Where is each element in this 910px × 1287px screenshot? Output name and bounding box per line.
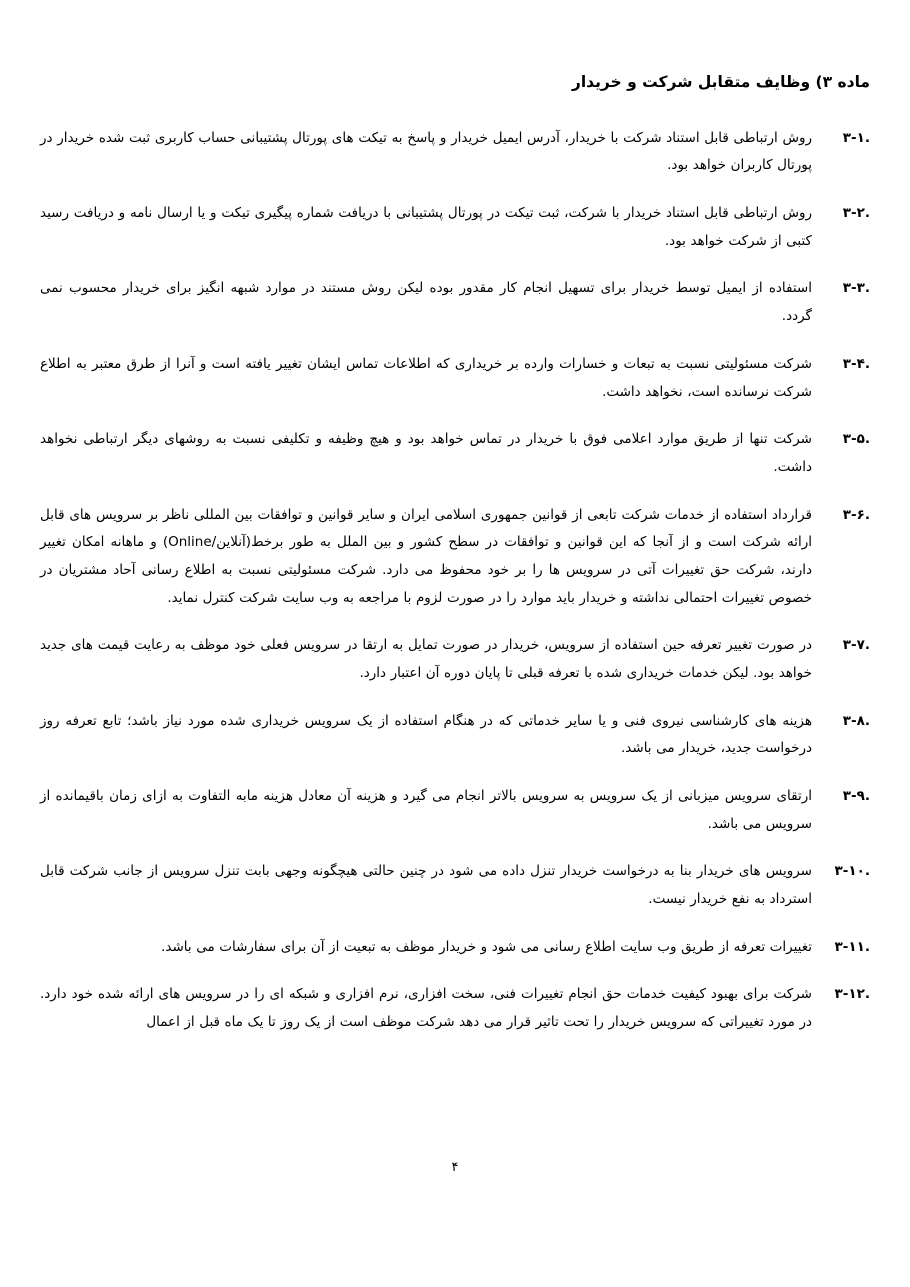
clause-text: شرکت مسئولیتی نسبت به تبعات و خسارات وارده بر خریداری که اطلاعات تماس ایشان تغییر یافته است و آنرا از طرق معتبر به اطلاع شرکت نرسانده است، نخواهد داشت.	[40, 355, 812, 400]
clause-text: استفاده از ایمیل توسط خریدار برای تسهیل انجام کار مقدور بوده لیکن روش مستند در موارد شبهه انگیز برای خریدار محسوب نمی گردد.	[40, 280, 812, 325]
clause-item	[40, 502, 870, 613]
clause-item	[40, 708, 870, 763]
clause-item	[40, 783, 870, 838]
clause-number: ۳-۶.	[842, 506, 870, 523]
clause-item	[40, 858, 870, 913]
clause-text: ارتقای سرویس میزبانی از یک سرویس به سرویس بالاتر انجام می گیرد و هزینه آن معادل هزینه مابه التفاوت به ازای زمان باقیمانده از سرویس می باشد.	[40, 787, 812, 832]
clause-item	[40, 981, 870, 1036]
clause-number: ۳-۱.	[842, 129, 870, 146]
clause-text: سرویس های خریدار بنا به درخواست خریدار تنزل داده می شود در چنین حالتی هیچگونه وجهی بابت تنزل سرویس از جانب شرکت قابل استرداد به نفع خریدار نیست.	[40, 863, 812, 907]
document-content	[40, 70, 870, 1057]
page-title: ماده ۳) وظایف متقابل شرکت و خریدار	[571, 73, 870, 91]
clause-text: قرارداد استفاده از خدمات شرکت تابعی از قوانین جمهوری اسلامی ایران و سایر قوانین و توافقات بین المللی ناظر بر سرویس های قابل ارائه شرکت است و از آنجا که این قوانین و توافقات در سطح کشور و بین الملل به طور برخط(آنلاین/Online) و ماهانه امکان تغییر دارند، شرکت حق تغییرات آتی در سرویس ها را بر خود محفوظ می دارد. شرکت مسئولیتی نسبت به اطلاع رسانی آحاد مشتریان در خصوص تغییرات احتمالی نداشته و خریدار باید موارد را در صورت لزوم با مراجعه به وب سایت شرکت کنترل نماید.	[40, 506, 812, 606]
clause-item	[40, 275, 870, 330]
clause-number: ۳-۸.	[842, 712, 870, 729]
clause-text: در صورت تغییر تعرفه حین استفاده از سرویس، خریدار در صورت تمایل به ارتقا در سرویس فعلی خود موظف به رعایت قیمت های جدید خواهد بود. لیکن خدمات خریداری شده با تعرفه قبلی تا پایان دوره آن اعتبار دارد.	[40, 637, 812, 681]
clause-text: شرکت تنها از طریق موارد اعلامی فوق با خریدار در تماس خواهد بود و هیچ وظیفه و تکلیفی نسبت به روشهای دیگر ارتباطی نخواهد داشت.	[40, 431, 812, 475]
clause-number: ۳-۴.	[842, 355, 870, 372]
clause-item	[40, 632, 870, 687]
clause-text: تغییرات تعرفه از طریق وب سایت اطلاع رسانی می شود و خریدار موظف به تبعیت از آن برای سفارشات می باشد.	[161, 938, 812, 955]
clause-number: ۳-۱۰.	[834, 863, 870, 880]
clause-text: شرکت برای بهبود کیفیت خدمات حق انجام تغییرات فنی، سخت افزاری، نرم افزاری و شبکه ای را در سرویس های ارائه شده خود دارد. در مورد تغییراتی که سرویس خریدار را تحت تاثیر قرار می دهد شرکت موظف است از یک روز تا یک ماه قبل از اعمال	[40, 986, 812, 1030]
clause-number: ۳-۵.	[842, 431, 870, 448]
clause-item	[40, 351, 870, 406]
page-number: ۴	[451, 1160, 459, 1175]
clause-text: روش ارتباطی قابل استناد شرکت با خریدار، آدرس ایمیل خریدار و پاسخ به تیکت های پورتال پشتیبانی حساب کاربری ثبت شده خریدار در پورتال کاربران خواهد بود.	[40, 129, 812, 174]
clause-number: ۳-۲.	[842, 205, 870, 222]
clause-item	[40, 200, 870, 255]
clause-list	[40, 125, 870, 1037]
clause-number: ۳-۱۲.	[834, 986, 870, 1003]
clause-number: ۳-۷.	[842, 637, 870, 654]
clause-item	[40, 934, 870, 962]
clause-number: ۳-۹.	[842, 787, 870, 804]
clause-item	[40, 426, 870, 481]
clause-text: هزینه های کارشناسی نیروی فنی و یا سایر خدماتی که در هنگام استفاده از یک سرویس خریداری شده مورد نیاز باشد؛ تابع تعرفه روز درخواست جدید، خریدار می باشد.	[40, 712, 812, 757]
clause-number: ۳-۱۱.	[834, 938, 870, 955]
clause-text: روش ارتباطی قابل استناد خریدار با شرکت، ثبت تیکت در پورتال پشتیبانی با دریافت شماره پیگیری تیکت و یا ارسال نامه و دریافت رسید کتبی از شرکت خواهد بود.	[40, 205, 812, 249]
clause-item	[40, 125, 870, 180]
clause-number: ۳-۳.	[842, 280, 870, 297]
